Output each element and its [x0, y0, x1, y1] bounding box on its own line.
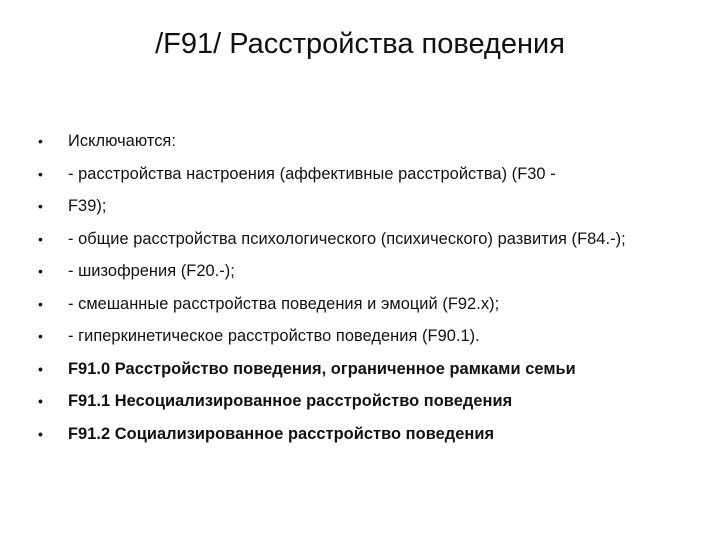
list-item	[38, 293, 698, 316]
list-item	[38, 228, 698, 251]
list-item-text: - гиперкинетическое расстройство поведения (F90.1).	[68, 327, 480, 345]
bullet-icon: •	[38, 393, 43, 409]
list-item-text: F91.1 Несоциализированное расстройство поведения	[68, 392, 513, 410]
list-item-text: Исключаются:	[68, 132, 176, 150]
list-item	[38, 195, 698, 218]
list-item	[38, 390, 698, 413]
bullet-icon: •	[38, 165, 43, 182]
bullet-icon: •	[38, 133, 43, 149]
list-item	[38, 130, 698, 153]
bullet-icon: •	[38, 198, 43, 214]
list-item	[38, 358, 698, 381]
bullet-icon: •	[38, 263, 43, 279]
list-item-text: - смешанные расстройства поведения и эмоций (F92.x);	[68, 294, 500, 313]
list-item	[38, 325, 698, 348]
bullet-icon: •	[38, 360, 43, 377]
list-item	[38, 423, 698, 446]
slide-title: /F91/ Расстройства поведения	[155, 28, 565, 60]
list-item-text: F91.0 Расстройство поведения, ограниченное рамками семьи	[68, 359, 576, 378]
bullet-icon: •	[38, 425, 43, 442]
list-item-text: - расстройства настроения (аффективные расстройства) (F30 -	[68, 164, 556, 183]
bullet-icon: •	[38, 328, 43, 344]
list-item-text: - общие расстройства психологического (психического) развития (F84.-);	[68, 229, 626, 248]
list-item-text: F39);	[68, 197, 107, 215]
list-item-text: F91.2 Социализированное расстройство поведения	[68, 424, 495, 443]
bullet-list	[38, 130, 698, 455]
bullet-icon: •	[38, 230, 43, 247]
list-item	[38, 260, 698, 283]
list-item	[38, 163, 698, 186]
bullet-icon: •	[38, 295, 43, 312]
list-item-text: - шизофрения (F20.-);	[68, 262, 235, 280]
